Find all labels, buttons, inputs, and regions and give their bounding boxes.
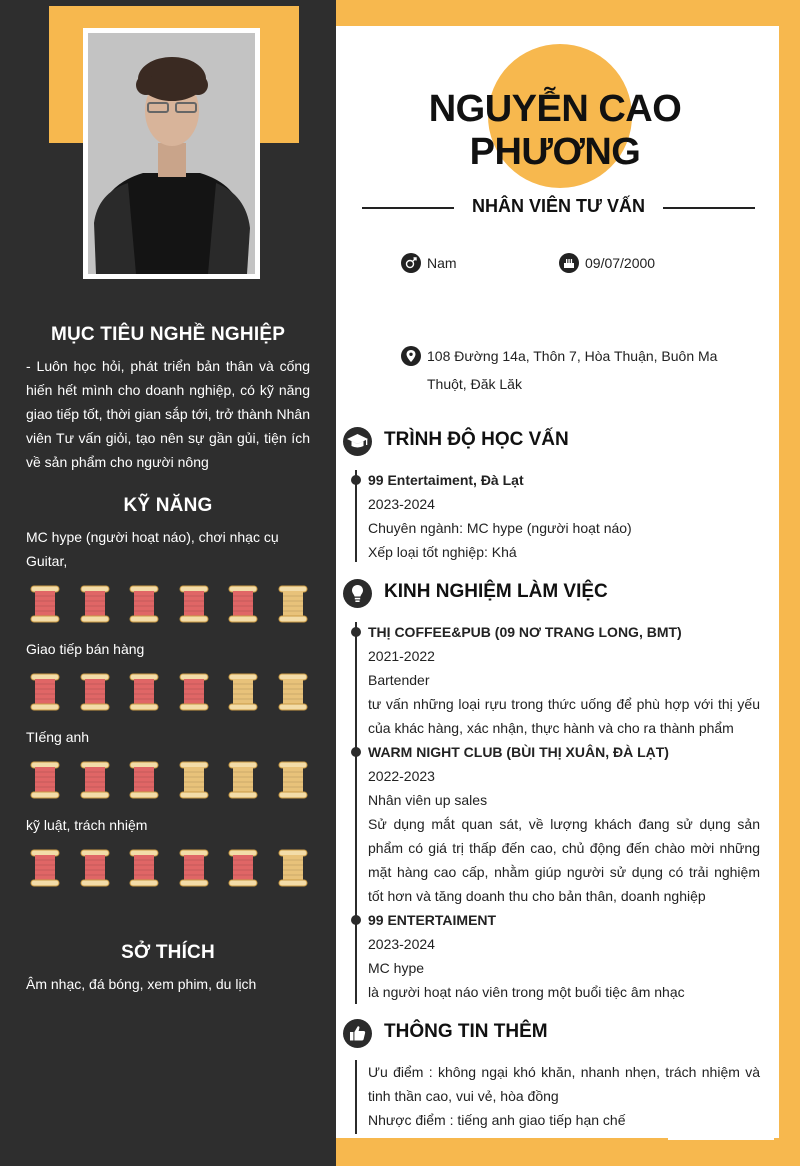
experience-heading: KINH NGHIỆM LÀM VIỆC [384,581,608,602]
objective-heading: MỤC TIÊU NGHỀ NGHIỆP [50,324,286,345]
birthdate-value: 09/07/2000 [585,255,656,271]
education-grade: Xếp loại tốt nghiệp: Khá [368,544,517,560]
thread-spool-icon-empty [228,673,258,711]
timeline-dot [351,475,361,485]
skill-rating [30,849,320,887]
job-description: tư vấn những loại rựu trong thức uống để phù hợp với thị yếu của khác hàng, xác nhận, thực hành và cho ra thành phẩm [368,696,760,736]
address-line-1: 108 Đường 14a, Thôn 7, Hòa Thuận, Buôn Ma [427,348,718,364]
thread-spool-icon-filled [179,585,209,623]
thread-spool-icon-filled [30,849,60,887]
skill-label: TIếng anh [26,729,90,745]
job-company: WARM NIGHT CLUB (BÙI THỊ XUÂN, ĐÀ LẠT) [368,744,669,760]
thread-spool-icon-filled [129,849,159,887]
profile-photo-frame [83,28,260,279]
job-period: 2023-2024 [368,936,435,952]
title-divider-left [362,207,454,209]
objective-text: - Luôn học hỏi, phát triển bản thân và cống hiến hết mình cho doanh nghiệp, có kỹ năng giao tiếp tốt, thời gian sắp tới, trở thành Nhân viên Tư vấn giỏi, tạo nên sự gần gủi, tiện ích về sản phẩm cho người nông [26,358,310,470]
job-company: THỊ COFFEE&PUB (09 NƠ TRANG LONG, BMT) [368,624,682,640]
experience-timeline [355,622,357,1004]
skill-label: Giao tiếp bán hàng [26,641,145,657]
education-school: 99 Entertaiment, Đà Lạt [368,472,524,488]
timeline-dot [351,915,361,925]
thread-spool-icon-filled [179,849,209,887]
thread-spool-icon-empty [278,585,308,623]
profile-photo [88,33,255,274]
title-divider-right [663,207,755,209]
candidate-name: NGUYỄN CAO PHƯƠNG [428,88,682,173]
thread-spool-icon-filled [80,585,110,623]
job-role: Bartender [368,672,430,688]
thread-spool-icon-empty [278,761,308,799]
skill-label: kỹ luật, trách nhiệm [26,817,148,833]
job-description: là người hoạt náo viên trong một buổi tiệc âm nhạc [368,984,685,1000]
address-line-2: Thuột, Đăk Lăk [427,376,522,392]
extra-info-heading: THÔNG TIN THÊM [384,1021,548,1042]
gender-icon [401,253,421,273]
hobbies-heading: SỞ THÍCH [121,942,215,963]
extra-info-bar [355,1060,357,1134]
thread-spool-icon-filled [228,585,258,623]
job-period: 2022-2023 [368,768,435,784]
right-frame-side [779,0,800,1166]
profile-photo-illustration [88,33,255,274]
job-period: 2021-2022 [368,648,435,664]
job-company: 99 ENTERTAIMENT [368,912,497,928]
weaknesses-text: Nhược điểm : tiếng anh giao tiếp hạn chế [368,1112,626,1128]
right-frame-bottom [336,1138,800,1166]
education-heading: TRÌNH ĐỘ HỌC VẤN [384,429,569,450]
thread-spool-icon-filled [80,673,110,711]
job-description: Sử dụng mắt quan sát, về lượng khách đang sử dụng sản phẩm có giá trị thấp đến cao, chủ động đến chào mời những mặt hàng cao cấp, nhằm giúp người sử dụng có trải nghiệm tốt hơn và tăng doanh thu cho bản thân, doanh nghiệp [368,816,760,904]
thread-spool-icon-empty [228,761,258,799]
timeline-dot [351,627,361,637]
thread-spool-icon-empty [179,761,209,799]
thread-spool-icon-filled [179,673,209,711]
graduation-cap-icon [343,427,372,456]
thread-spool-icon-filled [129,761,159,799]
location-pin-icon [401,346,421,366]
thread-spool-icon-filled [228,849,258,887]
skills-heading: KỸ NĂNG [123,495,213,516]
thread-spool-icon-filled [129,673,159,711]
thumbs-up-icon [343,1019,372,1048]
lightbulb-icon [343,579,372,608]
hobbies-text: Âm nhạc, đá bóng, xem phim, du lịch [26,976,257,992]
skill-rating [30,673,320,711]
thread-spool-icon-filled [129,585,159,623]
education-period: 2023-2024 [368,496,435,512]
frame-gap [668,1136,774,1140]
skill-rating [30,585,320,623]
timeline-dot [351,747,361,757]
job-role: MC hype [368,960,425,976]
skill-rating [30,761,320,799]
skill-label: MC hype (người hoạt náo), chơi nhạc cụ Guitar, [26,529,279,569]
thread-spool-icon-filled [80,849,110,887]
right-frame-top [336,0,800,26]
thread-spool-icon-empty [278,849,308,887]
thread-spool-icon-filled [30,673,60,711]
cake-icon [559,253,579,273]
thread-spool-icon-filled [80,761,110,799]
thread-spool-icon-filled [30,761,60,799]
thread-spool-icon-empty [278,673,308,711]
gender-value: Nam [427,255,457,271]
education-major: Chuyên ngành: MC hype (người hoạt náo) [368,520,632,536]
job-title: NHÂN VIÊN TƯ VẤN [472,196,645,216]
thread-spool-icon-filled [30,585,60,623]
strengths-text: Ưu điểm : không ngại khó khăn, nhanh nhẹn, trách nhiệm và tinh thần cao, vui vẻ, hòa đồng [368,1064,760,1104]
job-role: Nhân viên up sales [368,792,488,808]
